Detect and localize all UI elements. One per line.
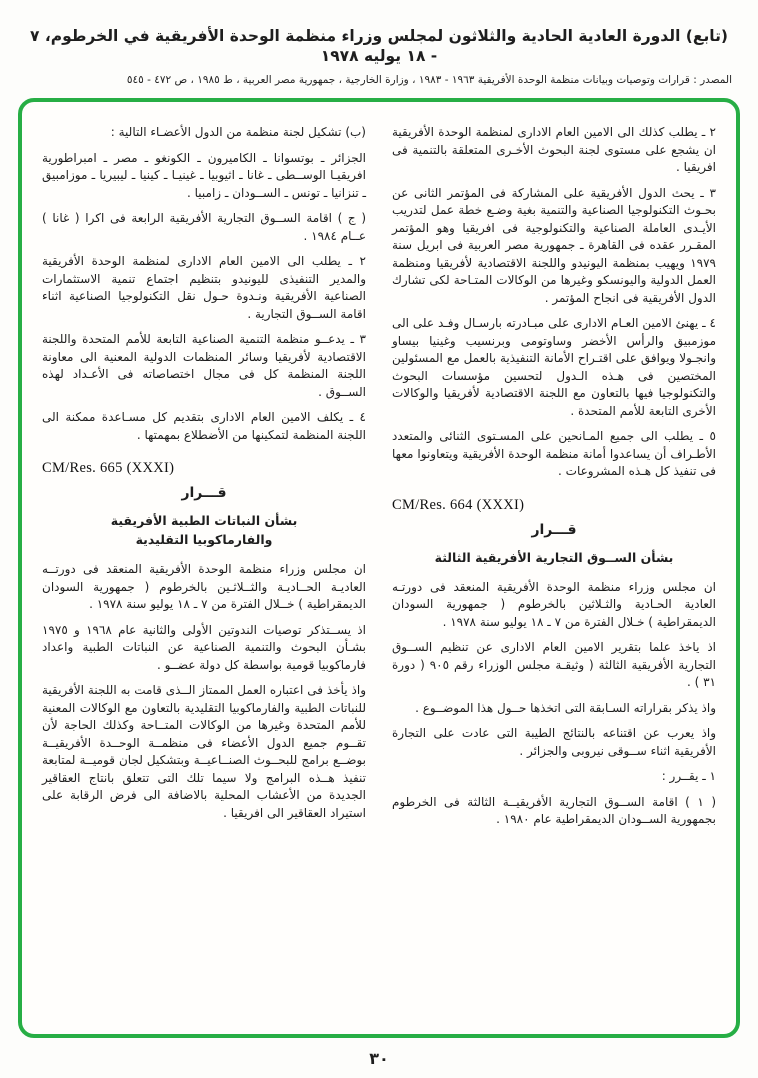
green-frame <box>18 98 740 1038</box>
recalling-clause: واذ يذكر بقراراته السـابقة التى اتخذها حــول هذا الموضــوع . <box>415 700 716 715</box>
taking-note-clause: اذ ياخذ علما بتقرير الامين العام الادارى عن تنظيم الســوق التجارية الأفريقية الثالثة ( وثيقـة مجلس الوزراء رقم ٩٠٥ ( دورة ٣١ ) . <box>392 640 716 689</box>
resolution-preamble: ان مجلس وزراء منظمة الوحدة الأفريقية المنعقد فى دورتــه العاديـة الحــاديـة والثــلاثـين بالخرطوم ( جمهورية السودان الديمقراطية ) خــلال الفترة من ٧ ـ ١٨ يوليو سنة ١٩٧٨ . <box>42 562 366 611</box>
operative-clause-3: ٣ ـ يدعــو منظمة التنمية الصناعية التابعة للأمم المتحدة واللجنة الاقتصادية لأفريقيا وسائر المنظمات الدولية المعنية الى معاونة اللجنة المنظمة كل فى مجال اختصاصاته فى الأعـداد لهذه الســوق . <box>42 332 366 399</box>
column-left <box>42 124 366 1012</box>
decides-item-1: ( ١ ) اقامة الســوق التجارية الأفريقيــة الثالثة فى الخرطوم بجمهورية الســودان الديمقراطية عام ١٩٨٠ . <box>392 794 717 826</box>
operative-clause-5: ٥ ـ يطلب الى جميع المـانحين على المسـتوى الثنائى والمتعدد الأطـراف أن يساعدوا أمانة منظمة الوحدة الأفريقية ويتعاونوا معها فى تنفيذ كل هـذه المشروعات . <box>392 429 716 478</box>
page-number: ٣٠ <box>369 1049 389 1068</box>
resolution-subject-line-2: والفارماكوبيا التقليدية <box>135 532 273 547</box>
convinced-clause: واذ يعرب عن اقتناعه بالنتائج الطيبة التى عادت على التجارة الأفريقية اثناء ســوقى نيروبى والجزائر . <box>392 726 716 758</box>
operative-clause-2: ٢ ـ يطلب كذلك الى الامين العام الادارى لمنظمة الوحدة الأفريقية ان يشجع على مستوى لجنة البحوث الأخـرى المتعلقة بالتنمية فى افريقيا . <box>392 125 716 174</box>
resolution-preamble: ان مجلس وزراء منظمة الوحدة الأفريقية المنعقد فى دورتـه العادية الحـادية والثـلاثين بالخرطوم ( جمهورية السودان الديمقراطية ) خـلال الفترة من ٧ ـ ١٨ يوليو سنة ١٩٧٨ . <box>392 579 716 629</box>
clause-b: (ب) تشكيل لجنة منظمة من الدول الأعضـاء التالية : <box>110 125 366 139</box>
member-states-list: الجزائر ـ بوتسوانا ـ الكاميرون ـ الكونغو ـ مصر ـ امبراطورية افريقيـا الوســطى ـ غانا ـ اثيوبيا ـ غينيـا ـ كينيا ـ ليبيريا ـ موزامبيق ـ تنزانيا ـ تونس ـ الســودان ـ زامبيا . <box>42 150 366 200</box>
operative-clause-2: ٢ ـ يطلب الى الامين العام الادارى لمنظمة الوحدة الأفريقية والمدير التنفيذى لليونيدو بتنظيم اجتماع تنمية الاستثمارات الصناعية الأفريقية ونـدوة حـول نقل التكنولوجيا الصناعية اثناء اقامة الســوق التجارية . <box>42 254 366 321</box>
operative-clause-4: ٤ ـ يكلف الامين العام الادارى بتقديم كل مسـاعدة ممكنة الى اللجنة المنظمة لتمكينها من الأضطلاع بمهمتها . <box>42 410 366 442</box>
operative-clause-3: ٣ ـ يحث الدول الأفريقية على المشاركة فى المؤتمر الثانى عن بحـوث التكنولوجيا الصناعية والتنمية بغية وضـع خطة عمل لتدريب الأيـدى العاملة الصناعية والتكنولوجية فى افريقيا وهو المؤتمر المقـرر عقده فى القاهرة ـ جمهورية مصر العربية فى ابريل سنة ١٩٧٩ ويهيب بمنظمة اليونيدو واللجنة الاقتصادية لأفريقيا ومنظمة العمل الدولية واليونسكو وغيرها من الوكالات المتـاحة لكى تشارك الدول الأفريقية فى انجاح المؤتمر . <box>392 185 716 305</box>
resolution-ref-665: CM/Res. 665 (XXXI) <box>42 460 175 476</box>
decides-heading: ١ ـ يقــرر : <box>661 769 716 783</box>
recalling-clause: اذ يســتذكر توصيات الندوتين الأولى والثانية عام ١٩٦٨ و ١٩٧٥ بشـأن البحوث والتنمية الصناعية عن النباتات الطبية واعداد فارماكوبيا قومية بواسطة كل دولة عضــو . <box>42 622 366 672</box>
resolution-subject: بشأن الســوق التجارية الأفريقية الثالثة <box>434 549 674 565</box>
column-right <box>392 124 716 1012</box>
considering-clause: واذ يأخذ فى اعتباره العمل الممتاز الــذى قامت به اللجنة الأفريقية للنباتات الطبية والفارماكوبيا التقليدية بالتعاون مع الوكالات المعنية للأمم المتحدة وغيرها من الوكالات المتــاحة وكذلك الحاجة لأن تقــوم جميع الدول الأعضاء فى منظمــة الوحــدة الأفريقيــة بوضــع برامج للبحــوث الصنــاعيــة وبتشكيل لجان قوميــة لمتابعة تنفيذ هــذه البرامج ولا سيما تلك التى تتعلق بانتاج العقاقير الجديدة من الأعشاب المحلية بالاضافة الى فرض الرقابة على استيراد العقاقير الى افريقيا . <box>42 683 366 820</box>
resolution-title: قـــرار <box>531 521 577 538</box>
document-header <box>0 0 758 87</box>
resolution-subject-line-1: بشأن النباتات الطبية الأفريقية <box>110 513 298 528</box>
resolution-subject <box>42 511 366 549</box>
header-source-line: المصدر : قرارات وتوصيات وبيانات منظمة الوحدة الأفريقية ١٩٦٣ - ١٩٨٣ ، وزارة الخارجية ، جمهورية مصر العربية ، ط ١٩٨٥ ، ص ٤٧٢ - ٥٤٥ <box>126 74 732 86</box>
header-title: (تابع) الدورة العادية الحادية والثلاثون لمجلس وزراء منظمة الوحدة الأفريقية في الخرطوم، ٧ - ١٨ يوليه ١٩٧٨ <box>29 27 728 65</box>
operative-clause-4: ٤ ـ يهنئ الامين العـام الادارى على مبـادرته بارسـال وفـد على الى موزمبيق والرأس الأخضر وساوتومى وبرنسيب وغينيا بيساو وانجـولا ويوافق على اقتـراح الأمانة التنفيذية بالعمل مع المسئولين المختصين فى هـذه الـدول لتحسين مؤسسات البحوث والتكنولوجيا فيها بالتعاون مع اللجنة الاقتصادية لأفريقيا والوكالات الأخرى التابعة للأمم المتحدة . <box>392 316 716 418</box>
resolution-title: قـــرار <box>181 485 227 501</box>
clause-c: ( ج ) اقامة الســوق التجارية الأفريقية الرابعة فى اكرا ( غانا ) عــام ١٩٨٤ . <box>42 211 366 243</box>
resolution-ref-664: CM/Res. 664 (XXXI) <box>392 496 525 513</box>
